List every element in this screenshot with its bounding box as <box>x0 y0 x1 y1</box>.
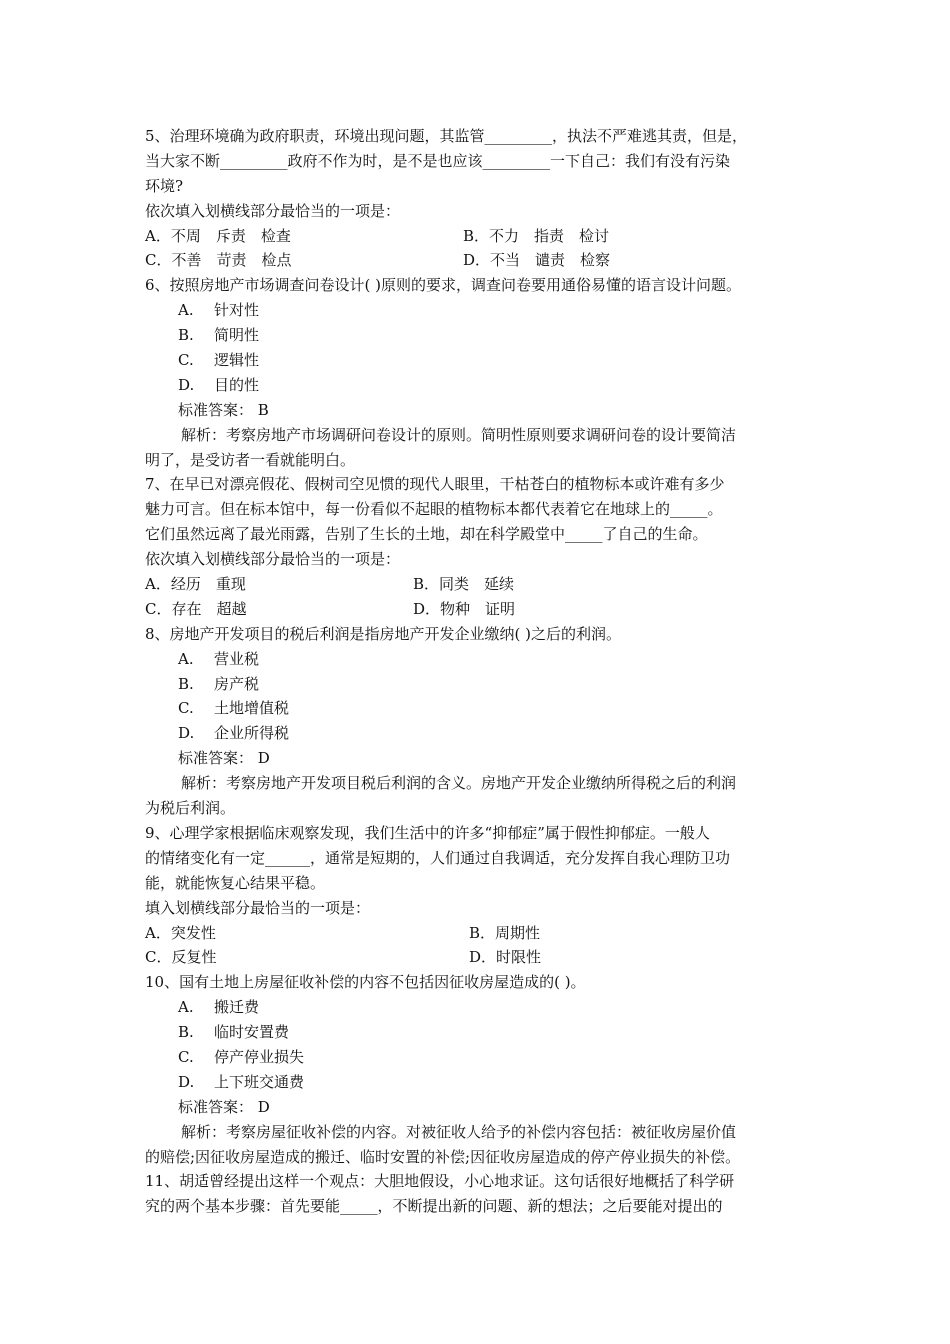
option-d: D．物种 证明 <box>413 599 516 618</box>
option-d: D．时限性 <box>469 948 542 967</box>
option-label: C. <box>178 1047 194 1066</box>
analysis-line: 解析：考察房地产开发项目税后利润的含义。房地产开发企业缴纳所得税之后的利润 <box>181 774 737 793</box>
option-c: C．反复性 <box>145 948 217 967</box>
option-c: C．存在 超越 <box>145 599 247 618</box>
question-10 <box>145 970 810 1169</box>
option-text: 停产停业损失 <box>214 1047 305 1066</box>
analysis-line: 为税后利润。 <box>145 799 236 818</box>
option-d <box>145 721 810 746</box>
option-text: 房产税 <box>214 674 260 693</box>
option-label: D. <box>178 724 195 743</box>
option-label: A. <box>178 301 194 320</box>
option-text: 逻辑性 <box>214 351 260 370</box>
option-text: 针对性 <box>214 301 260 320</box>
analysis-line: 解析：考察房屋征收补偿的内容。对被征收人给予的补偿内容包括：被征收房屋价值 <box>181 1122 737 1141</box>
document-page <box>145 124 810 1219</box>
question-prompt: 依次填入划横线部分最恰当的一项是： <box>145 550 401 569</box>
question-stem-line: 究的两个基本步骤：首先要能_____，不断提出新的问题、新的想法；之后要能对提出的 <box>145 1197 723 1216</box>
option-row <box>145 572 810 597</box>
question-stem-line: 它们虽然远离了最光雨露，告别了生长的土地，却在科学殿堂中_____了自己的生命。 <box>145 525 708 544</box>
question-9 <box>145 821 810 970</box>
option-row <box>145 945 810 970</box>
option-d: D．不当 谴责 检察 <box>463 251 611 270</box>
question-stem: 10、国有土地上房屋征收补偿的内容不包括因征收房屋造成的( )。 <box>145 973 586 992</box>
option-row <box>145 224 810 249</box>
option-c: C．不善 苛责 检点 <box>145 251 292 270</box>
question-stem-line: 能，就能恢复心结果平稳。 <box>145 873 326 892</box>
option-label: A. <box>178 649 194 668</box>
option-b <box>145 1020 810 1045</box>
option-a: A．突发性 <box>145 923 216 942</box>
option-text: 企业所得税 <box>214 724 290 743</box>
analysis-line: 解析：考察房地产市场调研问卷设计的原则。简明性原则要求调研问卷的设计要简洁 <box>181 425 737 444</box>
option-d <box>145 373 810 398</box>
option-text: 临时安置费 <box>214 1023 290 1042</box>
question-stem-line: 的情绪变化有一定______，通常是短期的，人们通过自我调适，充分发挥自我心理防卫功 <box>145 848 731 867</box>
question-stem-line: 5、治理环境确为政府职责，环境出现问题，其监管_________，执法不严难逃其责，但是， <box>145 127 748 145</box>
option-text: 土地增值税 <box>214 699 290 718</box>
question-stem-line: 环境? <box>145 176 184 195</box>
option-label: D. <box>178 1072 195 1091</box>
question-stem-line: 当大家不断_________政府不作为时，是不是也应该_________一下自己：我们有没有污染 <box>145 151 731 170</box>
option-label: C. <box>178 699 194 718</box>
option-c <box>145 696 810 721</box>
option-text: 目的性 <box>214 375 260 394</box>
option-label: B. <box>178 326 194 345</box>
option-a <box>145 647 810 672</box>
question-stem-line: 11、胡适曾经提出这样一个观点：大胆地假设，小心地求证。这句话很好地概括了科学研 <box>145 1172 735 1191</box>
option-a: A．经历 重现 <box>145 575 246 594</box>
option-c <box>145 1045 810 1070</box>
option-row <box>145 597 810 622</box>
question-11 <box>145 1169 810 1219</box>
question-6 <box>145 273 810 472</box>
option-b: B．周期性 <box>469 923 541 942</box>
option-label: D. <box>178 375 195 394</box>
option-row <box>145 921 810 946</box>
option-row <box>145 248 810 273</box>
analysis-line: 的赔偿;因征收房屋造成的搬迁、临时安置的补偿;因征收房屋造成的停产停业损失的补偿。 <box>145 1147 741 1166</box>
question-stem-line: 9、心理学家根据临床观察发现，我们生活中的许多“抑郁症”属于假性抑郁症。一般人 <box>145 823 710 842</box>
option-c <box>145 348 810 373</box>
standard-answer: 标准答案： D <box>178 1097 270 1116</box>
question-stem-line: 7、在早已对漂亮假花、假树司空见惯的现代人眼里，干枯苍白的植物标本或许难有多少 <box>145 475 725 494</box>
option-text: 上下班交通费 <box>214 1072 305 1091</box>
option-label: C. <box>178 351 194 370</box>
question-prompt: 依次填入划横线部分最恰当的一项是： <box>145 201 401 220</box>
option-label: B. <box>178 1023 194 1042</box>
option-d <box>145 1070 810 1095</box>
option-b <box>145 323 810 348</box>
option-a <box>145 298 810 323</box>
option-a: A．不周 斥责 检查 <box>145 226 291 245</box>
option-label: A. <box>178 998 194 1017</box>
option-b <box>145 672 810 697</box>
standard-answer: 标准答案： D <box>178 749 270 768</box>
question-8 <box>145 622 810 821</box>
option-label: B. <box>178 674 194 693</box>
analysis-line: 明了，是受访者一看就能明白。 <box>145 450 356 469</box>
question-7 <box>145 472 810 621</box>
option-a <box>145 995 810 1020</box>
option-b: B．同类 延续 <box>413 575 515 594</box>
option-text: 营业税 <box>214 649 260 668</box>
standard-answer: 标准答案： B <box>178 400 269 419</box>
question-5 <box>145 124 810 273</box>
question-stem-line: 魅力可言。但在标本馆中，每一份看似不起眼的植物标本都代表着它在地球上的_____。 <box>145 500 723 519</box>
option-b: B．不力 指责 检讨 <box>463 226 610 245</box>
option-text: 简明性 <box>214 326 260 345</box>
question-stem: 6、按照房地产市场调查问卷设计( )原则的要求，调查问卷要用通俗易懂的语言设计问题。 <box>145 276 742 295</box>
question-prompt: 填入划横线部分最恰当的一项是： <box>145 898 371 917</box>
question-stem: 8、房地产开发项目的税后利润是指房地产开发企业缴纳( )之后的利润。 <box>145 624 622 643</box>
option-text: 搬迁费 <box>214 998 260 1017</box>
